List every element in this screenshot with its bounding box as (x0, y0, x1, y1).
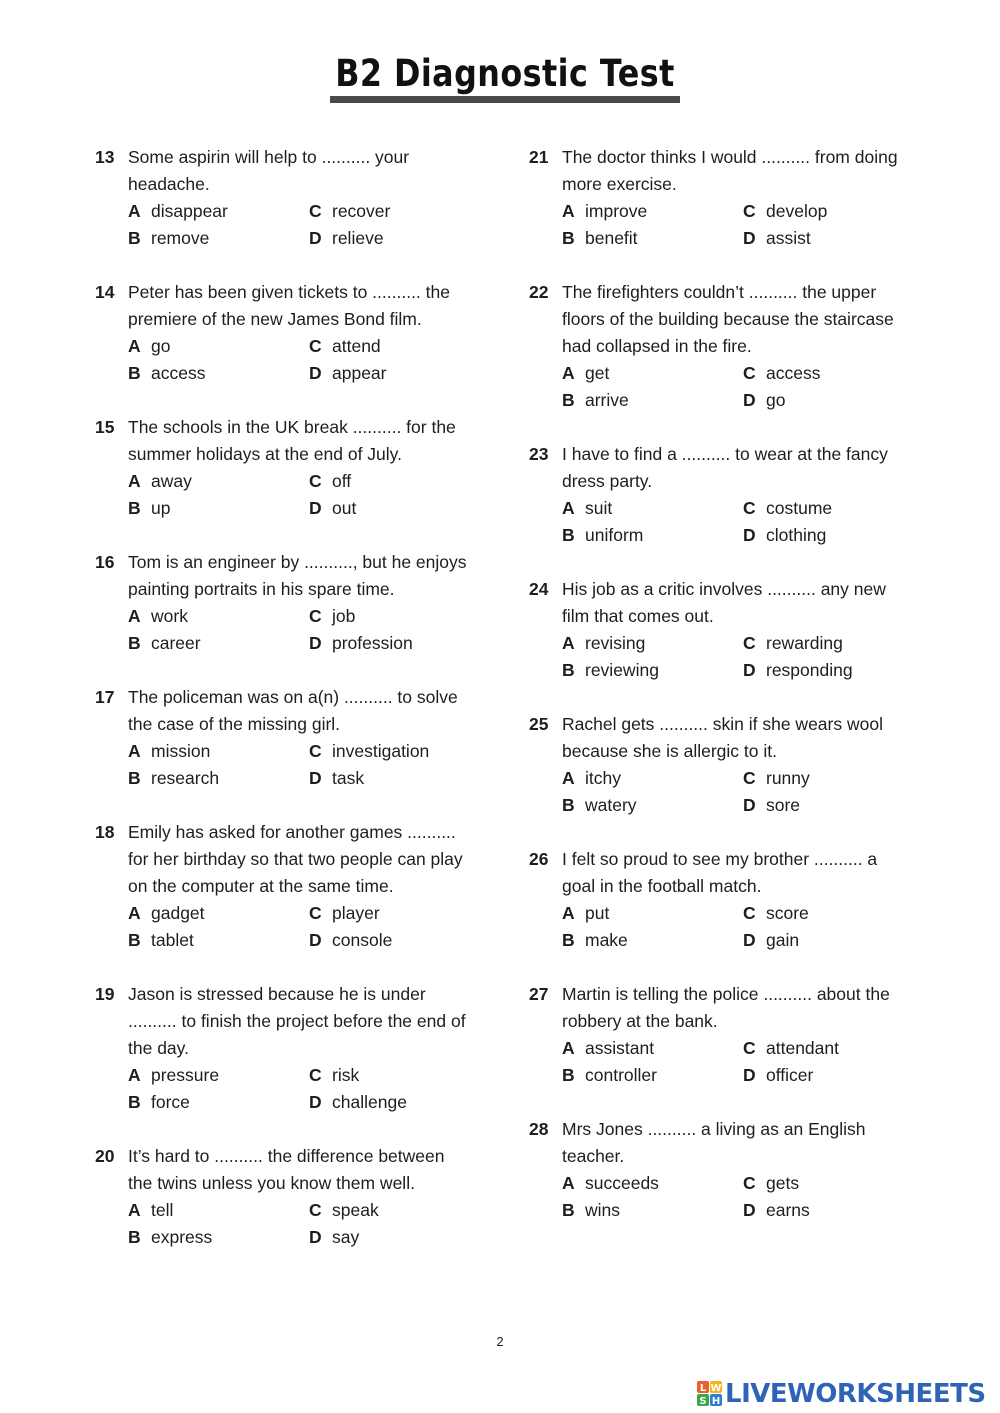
option-text: player (332, 903, 380, 923)
question-number: 16 (95, 552, 115, 572)
option-text: controller (585, 1065, 657, 1085)
option-letter: D (309, 930, 322, 950)
liveworksheets-wordmark: LIVEWORKSHEETS (725, 1379, 986, 1409)
option-letter: C (309, 741, 322, 761)
option-letter: D (309, 768, 322, 788)
option-letter: D (309, 498, 322, 518)
option-letter: C (309, 1200, 322, 1220)
option-letter: C (743, 1173, 756, 1193)
question-stem (529, 1116, 919, 1170)
option-letter: A (128, 201, 141, 221)
question-number: 23 (529, 444, 549, 464)
answer-option[interactable] (309, 495, 489, 522)
option-letter: A (562, 633, 575, 653)
question-number: 15 (95, 417, 115, 437)
option-text: tablet (151, 930, 194, 950)
answer-option[interactable] (562, 927, 743, 954)
answer-option[interactable] (743, 1035, 923, 1062)
question-text: Rachel gets .......... skin if she wears wool because she is allergic to it. (562, 714, 883, 761)
answer-option[interactable] (309, 765, 489, 792)
answer-option[interactable] (309, 1197, 489, 1224)
option-letter: B (128, 498, 141, 518)
question-21 (529, 144, 919, 252)
answer-option[interactable] (743, 1062, 923, 1089)
option-text: rewarding (766, 633, 843, 653)
question-text: Jason is stressed because he is under .......... to finish the project before the end of the day. (128, 984, 466, 1058)
option-letter: C (309, 606, 322, 626)
option-letter: D (309, 1092, 322, 1112)
question-14 (95, 279, 485, 387)
question-stem (529, 279, 919, 360)
option-text: out (332, 498, 357, 518)
option-text: score (766, 903, 809, 923)
option-text: succeeds (585, 1173, 659, 1193)
answer-options (128, 603, 485, 657)
question-text: I have to find a .......... to wear at the fancy dress party. (562, 444, 888, 491)
option-letter: D (743, 1200, 756, 1220)
page-title: B2 Diagnostic Test (335, 52, 675, 95)
option-letter: C (309, 336, 322, 356)
question-stem (529, 576, 919, 630)
option-text: risk (332, 1065, 360, 1085)
option-letter: D (743, 228, 756, 248)
question-19 (95, 981, 485, 1116)
option-text: revising (585, 633, 646, 653)
option-letter: C (743, 768, 756, 788)
question-text: Peter has been given tickets to .......... the premiere of the new James Bond film. (128, 282, 450, 329)
option-text: earns (766, 1200, 810, 1220)
question-text: The firefighters couldn’t .......... the upper floors of the building because the staircase had collapsed in the fire. (562, 282, 894, 356)
option-text: mission (151, 741, 211, 761)
answer-options (562, 630, 919, 684)
option-letter: C (743, 201, 756, 221)
answer-options (562, 198, 919, 252)
question-text: It’s hard to .......... the difference between the twins unless you know them well. (128, 1146, 445, 1193)
title-underline (330, 96, 680, 103)
answer-option[interactable] (562, 1062, 743, 1089)
option-text: assistant (585, 1038, 655, 1058)
answer-options (128, 738, 485, 792)
option-text: relieve (332, 228, 384, 248)
question-text: His job as a critic involves .......... any new film that comes out. (562, 579, 886, 626)
option-letter: A (128, 1200, 141, 1220)
question-stem (529, 711, 919, 765)
question-column-right (529, 144, 919, 1251)
option-letter: A (562, 498, 575, 518)
option-text: go (766, 390, 786, 410)
answer-option[interactable] (562, 630, 743, 657)
question-number: 27 (529, 984, 549, 1004)
answer-option[interactable] (743, 387, 923, 414)
option-letter: A (128, 471, 141, 491)
option-text: tell (151, 1200, 174, 1220)
option-text: sore (766, 795, 801, 815)
answer-option[interactable] (562, 1170, 743, 1197)
option-letter: D (743, 1065, 756, 1085)
question-number: 28 (529, 1119, 549, 1139)
question-text: The schools in the UK break .......... for the summer holidays at the end of July. (128, 417, 456, 464)
answer-option[interactable] (562, 1035, 743, 1062)
option-letter: D (743, 930, 756, 950)
question-stem (529, 981, 919, 1035)
question-23 (529, 441, 919, 549)
answer-option[interactable] (128, 1197, 309, 1224)
option-text: work (151, 606, 188, 626)
answer-option[interactable] (128, 900, 309, 927)
option-letter: B (562, 1200, 575, 1220)
answer-option[interactable] (562, 198, 743, 225)
option-letter: C (743, 903, 756, 923)
option-letter: D (309, 228, 322, 248)
answer-options (128, 1062, 485, 1116)
option-text: away (151, 471, 192, 491)
option-letter: B (128, 1227, 141, 1247)
option-text: gets (766, 1173, 800, 1193)
option-letter: B (562, 1065, 575, 1085)
answer-option[interactable] (128, 765, 309, 792)
question-number: 14 (95, 282, 115, 302)
logo-letter: H (711, 1396, 721, 1407)
option-letter: B (562, 930, 575, 950)
answer-options (562, 1035, 919, 1089)
option-text: runny (766, 768, 810, 788)
question-text: The doctor thinks I would .......... from doing more exercise. (562, 147, 898, 194)
answer-option[interactable] (309, 630, 489, 657)
question-number: 21 (529, 147, 549, 167)
question-16 (95, 549, 485, 657)
option-text: attend (332, 336, 381, 356)
option-letter: B (562, 390, 575, 410)
option-letter: C (309, 1065, 322, 1085)
option-letter: A (128, 1065, 141, 1085)
question-24 (529, 576, 919, 684)
question-number: 18 (95, 822, 115, 842)
option-text: force (151, 1092, 190, 1112)
answer-option[interactable] (128, 333, 309, 360)
option-text: investigation (332, 741, 430, 761)
answer-option[interactable] (743, 792, 923, 819)
option-text: off (332, 471, 352, 491)
answer-option[interactable] (562, 522, 743, 549)
question-stem (529, 441, 919, 495)
option-text: responding (766, 660, 853, 680)
answer-option[interactable] (562, 1197, 743, 1224)
option-letter: D (309, 633, 322, 653)
answer-option[interactable] (743, 225, 923, 252)
question-stem (529, 144, 919, 198)
page-number: 2 (496, 1334, 504, 1349)
option-text: assist (766, 228, 811, 248)
question-column-left (95, 144, 485, 1278)
question-15 (95, 414, 485, 522)
option-letter: A (128, 606, 141, 626)
option-letter: A (562, 768, 575, 788)
question-13 (95, 144, 485, 252)
question-20 (95, 1143, 485, 1251)
option-text: uniform (585, 525, 644, 545)
answer-option[interactable] (562, 765, 743, 792)
logo-letter: S (699, 1396, 707, 1407)
option-text: profession (332, 633, 413, 653)
answer-option[interactable] (562, 792, 743, 819)
liveworksheets-logo[interactable] (697, 1377, 986, 1411)
option-letter: B (128, 768, 141, 788)
answer-option[interactable] (309, 360, 489, 387)
option-text: challenge (332, 1092, 407, 1112)
option-text: appear (332, 363, 387, 383)
option-letter: B (128, 228, 141, 248)
answer-option[interactable] (743, 495, 923, 522)
answer-option[interactable] (743, 522, 923, 549)
option-letter: B (128, 633, 141, 653)
question-number: 13 (95, 147, 115, 167)
option-text: put (585, 903, 610, 923)
answer-option[interactable] (309, 900, 489, 927)
answer-option[interactable] (743, 360, 923, 387)
option-text: clothing (766, 525, 827, 545)
question-stem (95, 684, 485, 738)
answer-option[interactable] (309, 468, 489, 495)
option-text: job (332, 606, 356, 626)
option-text: access (151, 363, 206, 383)
question-text: Emily has asked for another games .......... for her birthday so that two people can play on the computer at the same time. (128, 822, 463, 896)
option-text: wins (585, 1200, 621, 1220)
answer-option[interactable] (128, 603, 309, 630)
answer-option[interactable] (743, 630, 923, 657)
question-stem (529, 846, 919, 900)
option-letter: D (309, 1227, 322, 1247)
option-text: career (151, 633, 201, 653)
option-text: remove (151, 228, 210, 248)
question-stem (95, 414, 485, 468)
option-letter: A (562, 201, 575, 221)
answer-option[interactable] (128, 1089, 309, 1116)
answer-option[interactable] (562, 657, 743, 684)
answer-option[interactable] (128, 468, 309, 495)
option-text: improve (585, 201, 648, 221)
option-letter: B (562, 795, 575, 815)
answer-option[interactable] (128, 927, 309, 954)
answer-option[interactable] (309, 1224, 489, 1251)
answer-option[interactable] (309, 198, 489, 225)
question-stem (95, 981, 485, 1062)
answer-options (128, 198, 485, 252)
answer-option[interactable] (309, 927, 489, 954)
option-letter: D (743, 390, 756, 410)
option-letter: D (743, 795, 756, 815)
question-stem (95, 144, 485, 198)
option-text: up (151, 498, 171, 518)
option-letter: A (562, 903, 575, 923)
option-text: recover (332, 201, 391, 221)
question-28 (529, 1116, 919, 1224)
answer-option[interactable] (309, 333, 489, 360)
answer-option[interactable] (128, 225, 309, 252)
question-number: 26 (529, 849, 549, 869)
option-text: itchy (585, 768, 621, 788)
answer-option[interactable] (743, 1170, 923, 1197)
option-text: make (585, 930, 628, 950)
option-letter: A (562, 1173, 575, 1193)
question-18 (95, 819, 485, 954)
option-letter: D (743, 525, 756, 545)
option-letter: B (128, 930, 141, 950)
option-letter: A (562, 363, 575, 383)
answer-option[interactable] (743, 1197, 923, 1224)
option-text: express (151, 1227, 213, 1247)
option-letter: C (309, 903, 322, 923)
question-text: Some aspirin will help to .......... your headache. (128, 147, 410, 194)
answer-option[interactable] (128, 1062, 309, 1089)
option-letter: D (743, 660, 756, 680)
answer-option[interactable] (309, 1062, 489, 1089)
answer-option[interactable] (309, 1089, 489, 1116)
option-letter: A (562, 1038, 575, 1058)
question-text: Martin is telling the police .......... about the robbery at the bank. (562, 984, 890, 1031)
option-text: gain (766, 930, 800, 950)
logo-letter: L (699, 1383, 707, 1394)
option-text: console (332, 930, 393, 950)
question-number: 17 (95, 687, 115, 707)
option-text: go (151, 336, 171, 356)
answer-option[interactable] (128, 495, 309, 522)
question-22 (529, 279, 919, 414)
answer-option[interactable] (128, 198, 309, 225)
question-number: 24 (529, 579, 549, 599)
answer-options (562, 1170, 919, 1224)
question-number: 20 (95, 1146, 115, 1166)
answer-option[interactable] (309, 225, 489, 252)
answer-option[interactable] (309, 738, 489, 765)
question-stem (95, 819, 485, 900)
option-text: say (332, 1227, 360, 1247)
answer-options (562, 900, 919, 954)
option-text: benefit (585, 228, 638, 248)
option-text: suit (585, 498, 613, 518)
answer-option[interactable] (309, 603, 489, 630)
question-stem (95, 279, 485, 333)
question-25 (529, 711, 919, 819)
question-27 (529, 981, 919, 1089)
question-text: I felt so proud to see my brother .......... a goal in the football match. (562, 849, 878, 896)
question-text: Tom is an engineer by .........., but he enjoys painting portraits in his spare time. (128, 552, 467, 599)
question-stem (95, 549, 485, 603)
option-text: watery (585, 795, 637, 815)
answer-option[interactable] (743, 765, 923, 792)
answer-options (128, 1197, 485, 1251)
option-letter: C (309, 201, 322, 221)
option-text: speak (332, 1200, 379, 1220)
option-letter: B (562, 228, 575, 248)
answer-options (128, 900, 485, 954)
answer-option[interactable] (562, 360, 743, 387)
answer-option[interactable] (743, 900, 923, 927)
answer-option[interactable] (562, 387, 743, 414)
answer-options (562, 360, 919, 414)
question-number: 22 (529, 282, 549, 302)
answer-option[interactable] (562, 225, 743, 252)
option-letter: B (128, 1092, 141, 1112)
option-letter: A (128, 903, 141, 923)
question-stem (95, 1143, 485, 1197)
answer-options (562, 495, 919, 549)
question-text: The policeman was on a(n) .......... to solve the case of the missing girl. (128, 687, 458, 734)
answer-option[interactable] (562, 495, 743, 522)
answer-option[interactable] (128, 360, 309, 387)
answer-option[interactable] (743, 927, 923, 954)
option-text: research (151, 768, 220, 788)
answer-options (128, 333, 485, 387)
answer-option[interactable] (562, 900, 743, 927)
option-letter: C (309, 471, 322, 491)
answer-option[interactable] (128, 1224, 309, 1251)
option-letter: A (128, 741, 141, 761)
answer-option[interactable] (128, 630, 309, 657)
question-17 (95, 684, 485, 792)
option-letter: B (562, 525, 575, 545)
liveworksheets-logo-icon (697, 1381, 723, 1407)
question-number: 25 (529, 714, 549, 734)
option-letter: B (128, 363, 141, 383)
option-text: officer (766, 1065, 814, 1085)
option-text: access (766, 363, 821, 383)
option-text: gadget (151, 903, 205, 923)
option-letter: C (743, 498, 756, 518)
question-text: Mrs Jones .......... a living as an English teacher. (562, 1119, 866, 1166)
logo-letter: W (710, 1383, 722, 1394)
answer-option[interactable] (743, 198, 923, 225)
option-text: arrive (585, 390, 629, 410)
option-text: disappear (151, 201, 228, 221)
answer-option[interactable] (743, 657, 923, 684)
answer-options (562, 765, 919, 819)
option-letter: B (562, 660, 575, 680)
option-text: costume (766, 498, 833, 518)
question-26 (529, 846, 919, 954)
option-text: develop (766, 201, 828, 221)
option-text: task (332, 768, 365, 788)
option-text: get (585, 363, 610, 383)
option-letter: C (743, 633, 756, 653)
answer-options (128, 468, 485, 522)
option-letter: C (743, 363, 756, 383)
option-text: reviewing (585, 660, 659, 680)
answer-option[interactable] (128, 738, 309, 765)
question-number: 19 (95, 984, 115, 1004)
option-letter: D (309, 363, 322, 383)
option-letter: C (743, 1038, 756, 1058)
option-letter: A (128, 336, 141, 356)
option-text: pressure (151, 1065, 220, 1085)
option-text: attendant (766, 1038, 839, 1058)
